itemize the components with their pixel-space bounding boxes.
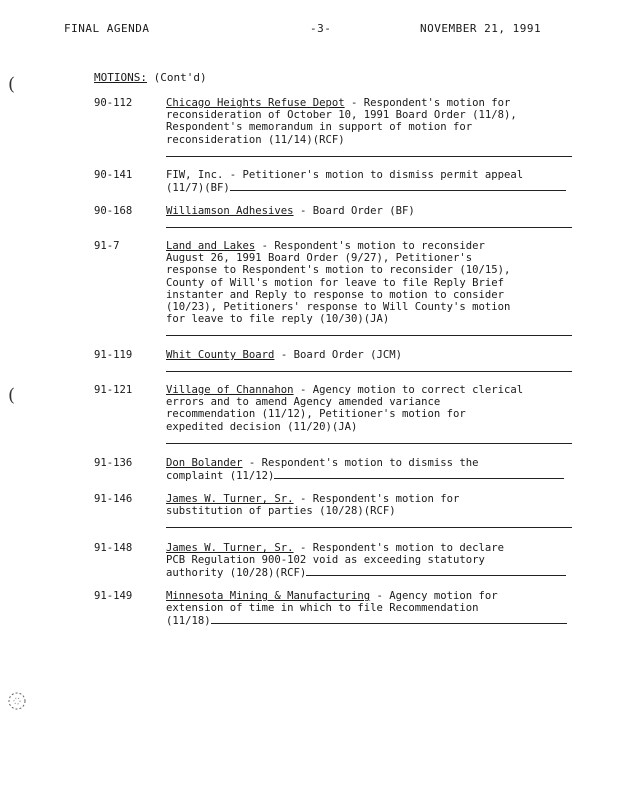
- item-text: August 26, 1991 Board Order (9/27), Petitioner's: [166, 252, 473, 265]
- section-label: MOTIONS:: [94, 71, 147, 84]
- item-text: response to Respondent's motion to reconsider (10/15),: [166, 264, 511, 277]
- section-heading: [94, 71, 207, 84]
- item-text: - Board Order (JCM): [274, 349, 402, 361]
- header-title: FINAL AGENDA: [64, 22, 150, 35]
- section-suffix: (Cont'd): [146, 71, 207, 84]
- case-name: Whit County Board: [166, 349, 275, 361]
- docket-number: 91-119: [94, 349, 133, 361]
- case-name: Williamson Adhesives: [166, 205, 294, 217]
- item-text: - Respondent's motion to dismiss the: [242, 457, 479, 469]
- signature-line: [166, 217, 572, 228]
- docket-number: 91-148: [94, 542, 133, 554]
- item-text: substitution of parties (10/28)(RCF): [166, 505, 396, 518]
- case-name: James W. Turner, Sr.: [166, 542, 294, 554]
- item-description: [166, 97, 576, 157]
- docket-number: 91-149: [94, 590, 133, 602]
- item-description: [166, 240, 576, 336]
- item-text: expedited decision (11/20)(JA): [166, 420, 358, 433]
- item-text: PCB Regulation 900-102 void as exceeding statutory: [166, 554, 485, 567]
- signature-line: [211, 614, 567, 624]
- item-description: [166, 457, 576, 482]
- signature-line: [166, 361, 572, 372]
- signature-line: [166, 325, 572, 336]
- margin-bracket-mark: (: [8, 385, 16, 406]
- case-name: Minnesota Mining & Manufacturing: [166, 590, 371, 602]
- docket-number: 91-146: [94, 493, 133, 505]
- scan-artifact-mark: [6, 690, 28, 712]
- case-name: Don Bolander: [166, 457, 243, 469]
- signature-line: [166, 433, 572, 444]
- item-text: FIW, Inc. - Petitioner's motion to dismiss permit appeal: [166, 169, 524, 181]
- item-text: reconsideration (11/14)(RCF): [166, 133, 345, 146]
- item-text: - Respondent's motion to reconsider: [255, 240, 485, 252]
- case-name: Village of Channahon: [166, 384, 294, 396]
- item-text: errors and to amend Agency amended variance: [166, 396, 441, 409]
- item-text: (11/7)(BF): [166, 182, 230, 195]
- signature-line: [274, 469, 564, 479]
- item-text: (10/23), Petitioners' response to Will County's motion: [166, 301, 511, 314]
- item-text: - Respondent's motion to declare: [293, 542, 505, 554]
- item-text: instanter and Reply to response to motion to consider: [166, 288, 505, 301]
- item-text: County of Will's motion for leave to file Reply Brief: [166, 276, 505, 289]
- item-text: Respondent's memorandum in support of motion for: [166, 121, 473, 134]
- item-text: - Respondent's motion for: [293, 493, 460, 505]
- item-text: extension of time in which to file Recommendation: [166, 602, 479, 615]
- item-description: [166, 349, 576, 372]
- page-number: -3-: [310, 22, 332, 35]
- docket-number: 91-7: [94, 240, 120, 252]
- case-name: Land and Lakes: [166, 240, 256, 252]
- item-text: - Agency motion for: [370, 590, 498, 602]
- margin-bracket-mark: (: [8, 74, 16, 95]
- item-text: authority (10/28)(RCF): [166, 567, 307, 580]
- item-text: reconsideration of October 10, 1991 Board Order (11/8),: [166, 109, 517, 122]
- item-description: [166, 542, 576, 580]
- case-name: James W. Turner, Sr.: [166, 493, 294, 505]
- docket-number: 91-121: [94, 384, 133, 396]
- item-text: - Agency motion to correct clerical: [293, 384, 524, 396]
- item-text: recommendation (11/12), Petitioner's motion for: [166, 408, 466, 421]
- item-description: [166, 169, 576, 194]
- docket-number: 90-112: [94, 97, 133, 109]
- item-text: - Board Order (BF): [293, 205, 415, 217]
- docket-number: 90-141: [94, 169, 133, 181]
- signature-line: [166, 146, 572, 157]
- docket-number: 91-136: [94, 457, 133, 469]
- item-text: complaint (11/12): [166, 470, 275, 483]
- item-text: - Respondent's motion for: [344, 97, 511, 109]
- item-text: for leave to file reply (10/30)(JA): [166, 313, 390, 326]
- docket-number: 90-168: [94, 205, 133, 217]
- signature-line: [166, 517, 572, 528]
- item-text: (11/18): [166, 615, 211, 628]
- item-description: [166, 493, 576, 528]
- header-date: NOVEMBER 21, 1991: [420, 22, 542, 35]
- signature-line: [306, 566, 566, 576]
- item-description: [166, 384, 576, 444]
- case-name: Chicago Heights Refuse Depot: [166, 97, 345, 109]
- signature-line: [230, 181, 566, 191]
- item-description: [166, 590, 576, 628]
- item-description: [166, 205, 576, 228]
